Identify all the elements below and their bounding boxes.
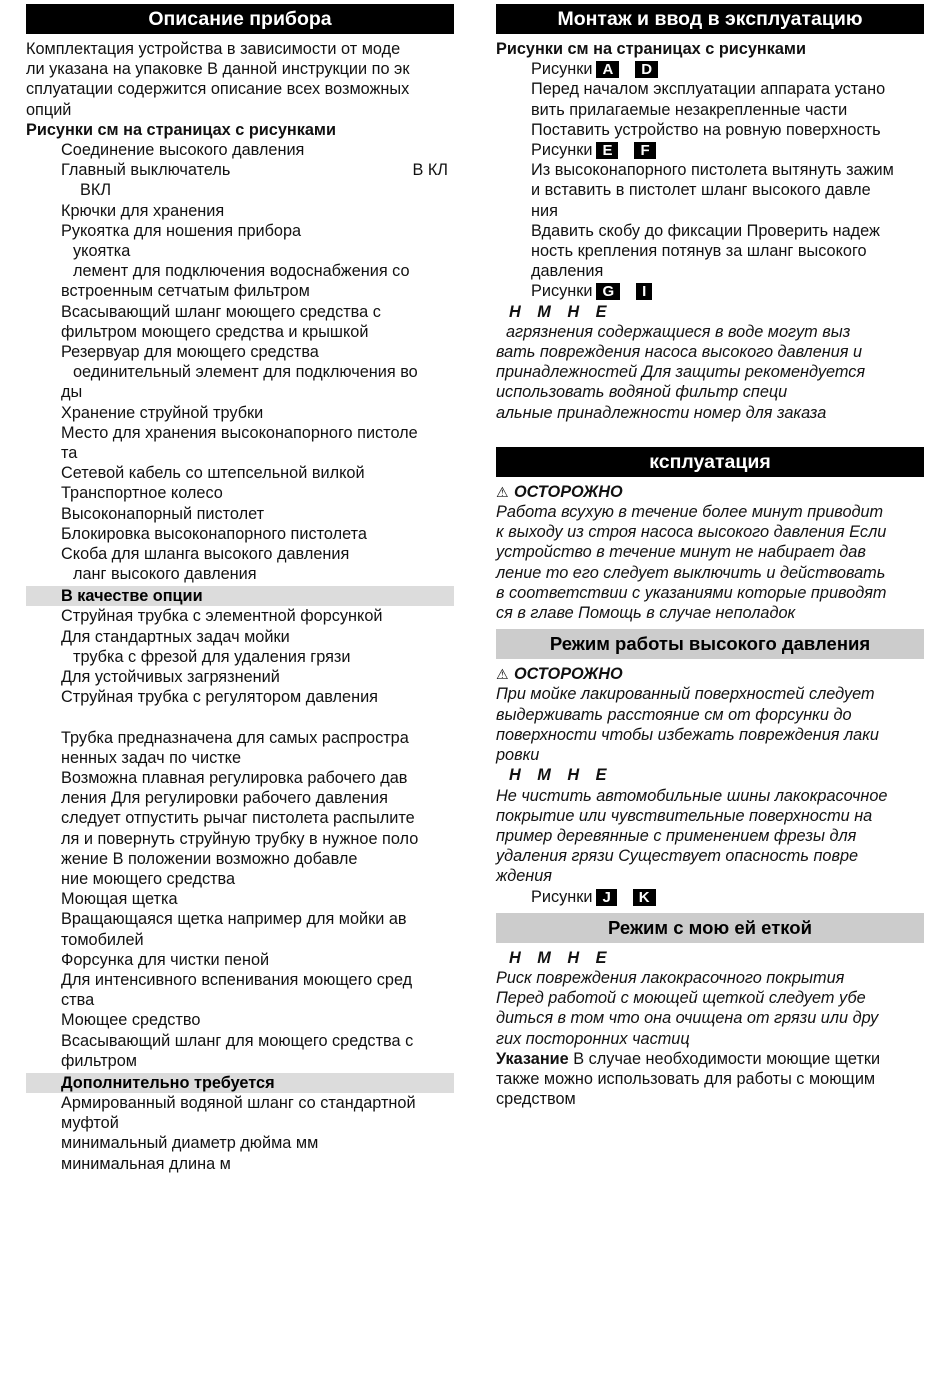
figure-badge: I [636,283,652,300]
option-item: Возможна плавная регулировка рабочего дав [61,768,408,787]
figure-ref-gi [496,281,924,301]
figure-badge: J [596,889,616,906]
figure-badge: F [634,142,655,159]
option-item: фильтром [61,1051,137,1070]
figures-reference: Рисунки см на страницах с рисунками [496,40,806,58]
step-line: давления [531,262,604,281]
list-item: та [61,444,78,463]
extra-item: Армированный водяной шланг со стандартной [61,1093,416,1112]
figure-badge: E [596,142,618,159]
caution-text: Работа всухую в течение более минут приводит [496,503,884,522]
installation-column [496,4,924,1109]
note-text: Не чистить автомобильные шины лакокрасочное [496,786,888,805]
option-item: Струйная трубка с регулятором давления [61,688,378,707]
option-item: Моющее средство [61,1011,201,1030]
note-text: гих посторонних частиц [496,1029,690,1048]
hint-text: В случае необходимости моющие щетки [568,1049,881,1068]
option-item: Для интенсивного вспенивания моющего сред [61,970,413,989]
switch-positions: В КЛ [412,161,448,180]
list-item: ланг высокого давления [73,565,257,584]
list-item: Блокировка высоконапорного пистолета [61,524,367,543]
figures-label: Рисунки [531,282,593,301]
option-item: Вращающаяся щетка например для мойки ав [61,910,407,929]
list-item: оединительный элемент для подключения во [73,363,418,382]
list-item: лемент для подключения водоснабжения со [73,262,410,281]
list-item: ВКЛ [80,181,112,200]
list-item: ды [61,383,83,402]
figures-label: Рисунки [531,141,593,160]
step-line: ния [531,201,558,220]
caution-text: к выходу из строя насоса высокого давления Если [496,523,887,542]
step-line: Вдавить скобу до фиксации Проверить надеж [531,221,880,240]
extra-item: муфтой [61,1114,119,1133]
caution-text: При мойке лакированный поверхностей следует [496,685,875,704]
caution-text: устройство в течение минут не набирает дав [496,543,866,562]
option-item: Для стандартных задач мойки [61,627,290,646]
option-item: ля и повернуть струйную трубку в нужное поло [61,829,419,848]
step-line: вить прилагаемые незакрепленные части [531,100,848,119]
note-text: использовать водяной фильтр специ [496,383,788,402]
figure-ref-ef [496,140,924,160]
note-label: Н М Н Е [509,766,613,785]
note-text: Перед работой с моющей щеткой следует убе [496,989,866,1008]
extra-item: минимальная длина м [61,1154,231,1173]
list-item: Всасывающий шланг моющего средства с [61,302,381,321]
caution-text: выдерживать расстояние см от форсунки до [496,705,852,724]
option-item: Форсунка для чистки пеной [61,950,270,969]
option-item: Моющая щетка [61,890,178,909]
option-item: трубка с фрезой для удаления грязи [73,647,351,666]
additionally-required-header: Дополнительно требуется [26,1073,454,1093]
device-description-column [26,4,454,1174]
list-item: Место для хранения высоконапорного пистоле [61,423,418,442]
list-item: Резервуар для моющего средства [61,343,319,362]
figure-ref-ad [496,59,924,79]
optional-section-header: В качестве опции [26,586,454,606]
note-text: пример деревянные с применением фрезы для [496,826,857,845]
option-item: Трубка предназначена для самых распростра [61,728,409,747]
high-pressure-mode-heading: Режим работы высокого давления [496,629,924,659]
figure-badge: D [635,61,658,78]
hint-text: средством [496,1090,576,1109]
option-item: Всасывающий шланг для моющего средства с [61,1031,414,1050]
hint-label: Указание [496,1049,569,1068]
option-item: жение В положении возможно добавле [61,849,358,868]
operation-heading: ксплуатация [496,447,924,477]
option-item: ненных задач по чистке [61,748,242,767]
step-line: Поставить устройство на ровную поверхность [531,120,881,139]
warning-triangle-icon: ⚠ [496,666,509,683]
list-item: Высоконапорный пистолет [61,504,265,523]
note-text: альные принадлежности номер для заказа [496,403,827,422]
figure-badge: A [596,61,619,78]
step-line: ность крепления потянув за шланг высокого [531,242,867,261]
hint-paragraph [496,1049,924,1069]
intro-line: сплуатации содержится описание всех возможных [26,80,410,99]
option-item: ние моющего средства [61,869,236,888]
list-item: Хранение струйной трубки [61,403,264,422]
option-item: ства [61,991,95,1010]
list-item: Сетевой кабель со штепсельной вилкой [61,464,365,483]
extra-item: минимальный диаметр дюйма мм [61,1134,319,1153]
caution-text: в соответствии с указаниями которые приводят [496,583,887,602]
note-text: принадлежностей Для защиты рекомендуется [496,363,866,382]
option-item: следует отпустить рычаг пистолета распылите [61,809,415,828]
note-text: агрязнения содержащиеся в воде могут выз [506,322,851,341]
figures-label: Рисунки [531,887,593,906]
figure-badge: K [633,889,656,906]
intro-line: ли указана на упаковке В данной инструкции по эк [26,60,410,79]
list-item: Крючки для хранения [61,201,225,220]
note-text: покрытие или чувствительные поверхности на [496,806,873,825]
list-item: Соединение высокого давления [61,141,305,160]
note-text: Риск повреждения лакокрасочного покрытия [496,968,845,987]
hint-text: также можно использовать для работы с моющим [496,1069,876,1088]
intro-line: опций [26,100,72,119]
brush-mode-heading: Режим с мою ей еткой [496,913,924,943]
option-item: Для устойчивых загрязнений [61,668,280,687]
note-text: вать повреждения насоса высокого давления и [496,343,863,362]
caution-text: ровки [496,746,540,765]
step-line: и вставить в пистолет шланг высокого давле [531,181,871,200]
device-description-heading: Описание прибора [26,4,454,34]
note-text: удаления грязи Существует опасность повре [496,847,859,866]
step-line: Из высоконапорного пистолета вытянуть зажим [531,161,894,180]
note-text: диться в том что она очищена от грязи или дру [496,1009,879,1028]
caution-label: ⚠ ОСТОРОЖНО [496,665,623,684]
list-item-main-switch [26,160,454,180]
option-item: ления Для регулировки рабочего давления [61,789,388,808]
caution-label: ⚠ ОСТОРОЖНО [496,482,623,501]
installation-heading: Монтаж и ввод в эксплуатацию [496,4,924,34]
note-label: Н М Н Е [509,948,613,967]
figures-reference: Рисунки см на страницах с рисунками [26,120,336,139]
caution-text: ление то его следует выключить и действовать [496,563,886,582]
list-item: укоятка [73,242,131,261]
list-item: Скоба для шланга высокого давления [61,545,350,564]
warning-triangle-icon: ⚠ [496,483,509,500]
figure-ref-jk [496,887,924,907]
intro-line: Комплектация устройства в зависимости от моде [26,40,401,58]
list-item: фильтром моющего средства и крышкой [61,322,369,341]
list-item: Транспортное колесо [61,484,223,503]
step-line: Перед началом эксплуатации аппарата устано [531,80,886,99]
list-item: Рукоятка для ношения прибора [61,221,302,240]
figures-label: Рисунки [531,60,593,79]
caution-text: ся в главе Помощь в случае неполадок [496,604,796,623]
option-item: Струйная трубка с элементной форсункой [61,607,383,626]
note-label: Н М Н Е [509,302,613,321]
list-item: Главный выключатель [61,161,231,180]
list-item: встроенным сетчатым фильтром [61,282,310,301]
figure-badge: G [596,283,620,300]
option-item: томобилей [61,930,144,949]
note-text: ждения [496,867,552,886]
caution-text: поверхности чтобы избежать повреждения лаки [496,725,879,744]
